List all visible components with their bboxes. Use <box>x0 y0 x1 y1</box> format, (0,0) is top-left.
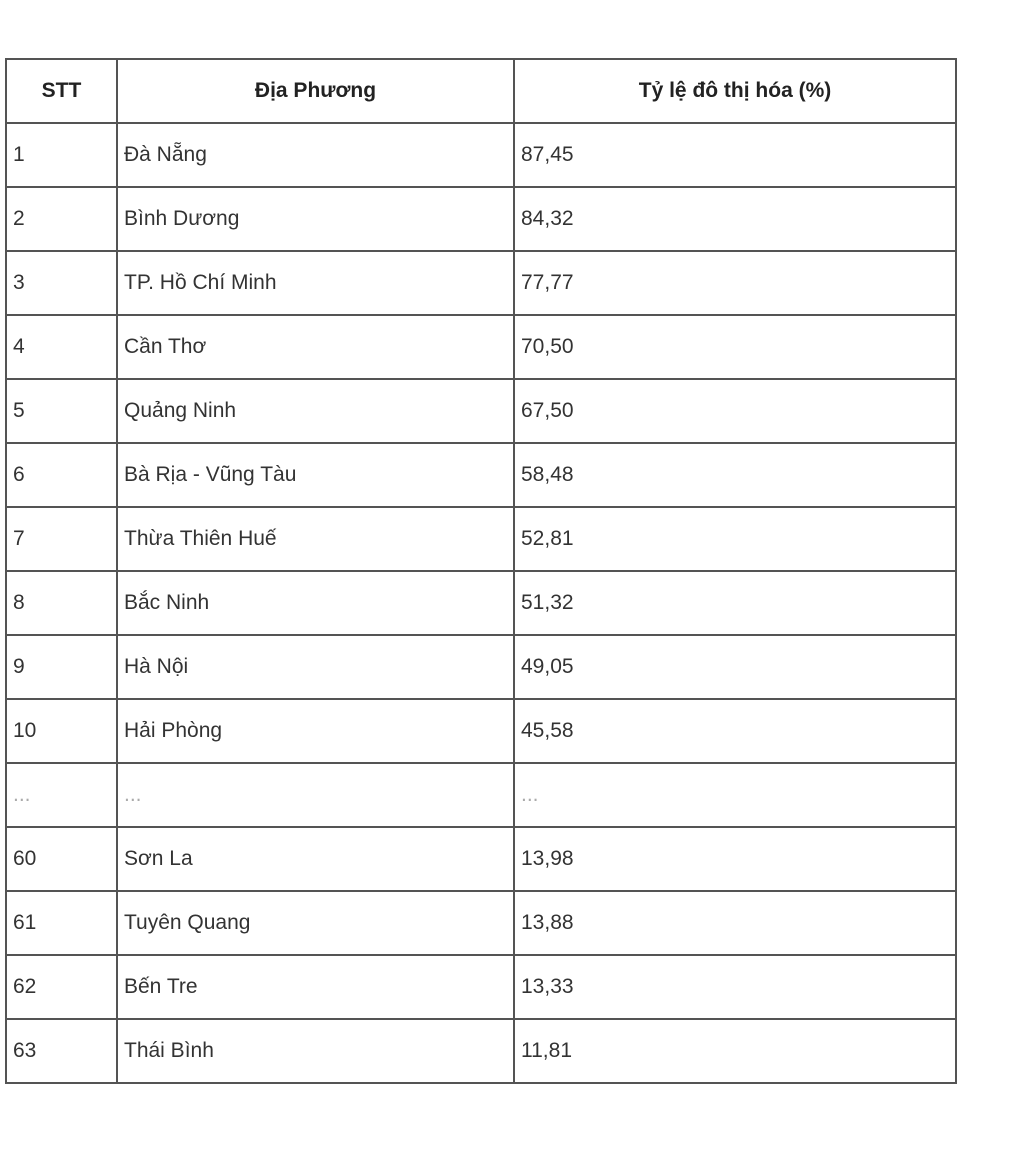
cell-rate: 52,81 <box>514 507 956 571</box>
cell-place: Bà Rịa - Vũng Tàu <box>117 443 514 507</box>
cell-rate: 13,33 <box>514 955 956 1019</box>
cell-stt: 4 <box>6 315 117 379</box>
cell-rate: ... <box>514 763 956 827</box>
cell-rate: 13,98 <box>514 827 956 891</box>
table-header-row <box>6 59 956 123</box>
cell-rate: 77,77 <box>514 251 956 315</box>
cell-rate: 49,05 <box>514 635 956 699</box>
cell-stt: 6 <box>6 443 117 507</box>
cell-stt: 60 <box>6 827 117 891</box>
header-stt: STT <box>6 59 117 123</box>
table-row-ellipsis <box>6 763 956 827</box>
header-place: Địa Phương <box>117 59 514 123</box>
table-row <box>6 1019 956 1083</box>
cell-rate: 84,32 <box>514 187 956 251</box>
cell-stt: ... <box>6 763 117 827</box>
table-row <box>6 571 956 635</box>
cell-stt: 3 <box>6 251 117 315</box>
cell-place: Hà Nội <box>117 635 514 699</box>
table-row <box>6 443 956 507</box>
cell-rate: 87,45 <box>514 123 956 187</box>
cell-rate: 45,58 <box>514 699 956 763</box>
table-row <box>6 827 956 891</box>
cell-rate: 13,88 <box>514 891 956 955</box>
table-row <box>6 891 956 955</box>
cell-place: Đà Nẵng <box>117 123 514 187</box>
cell-place: TP. Hồ Chí Minh <box>117 251 514 315</box>
cell-rate: 70,50 <box>514 315 956 379</box>
table-row <box>6 507 956 571</box>
cell-stt: 62 <box>6 955 117 1019</box>
cell-stt: 1 <box>6 123 117 187</box>
table-row <box>6 635 956 699</box>
cell-rate: 58,48 <box>514 443 956 507</box>
table-row <box>6 251 956 315</box>
cell-stt: 63 <box>6 1019 117 1083</box>
cell-place: Bắc Ninh <box>117 571 514 635</box>
cell-stt: 2 <box>6 187 117 251</box>
urbanization-rate-table <box>5 58 957 1084</box>
cell-place: Cần Thơ <box>117 315 514 379</box>
cell-stt: 9 <box>6 635 117 699</box>
table-row <box>6 315 956 379</box>
faded-top-caption <box>62 32 582 48</box>
table-row <box>6 379 956 443</box>
cell-place: Hải Phòng <box>117 699 514 763</box>
cell-place: Sơn La <box>117 827 514 891</box>
cell-rate: 51,32 <box>514 571 956 635</box>
cell-place: Bình Dương <box>117 187 514 251</box>
header-rate: Tỷ lệ đô thị hóa (%) <box>514 59 956 123</box>
table-row <box>6 123 956 187</box>
cell-stt: 7 <box>6 507 117 571</box>
cell-stt: 8 <box>6 571 117 635</box>
cell-place: Quảng Ninh <box>117 379 514 443</box>
table-row <box>6 699 956 763</box>
cell-place: Bến Tre <box>117 955 514 1019</box>
cell-stt: 61 <box>6 891 117 955</box>
cell-stt: 5 <box>6 379 117 443</box>
cell-rate: 67,50 <box>514 379 956 443</box>
cell-place: Tuyên Quang <box>117 891 514 955</box>
table-row <box>6 187 956 251</box>
cell-rate: 11,81 <box>514 1019 956 1083</box>
cell-stt: 10 <box>6 699 117 763</box>
cell-place: Thừa Thiên Huế <box>117 507 514 571</box>
cell-place: Thái Bình <box>117 1019 514 1083</box>
table-row <box>6 955 956 1019</box>
cell-place: ... <box>117 763 514 827</box>
